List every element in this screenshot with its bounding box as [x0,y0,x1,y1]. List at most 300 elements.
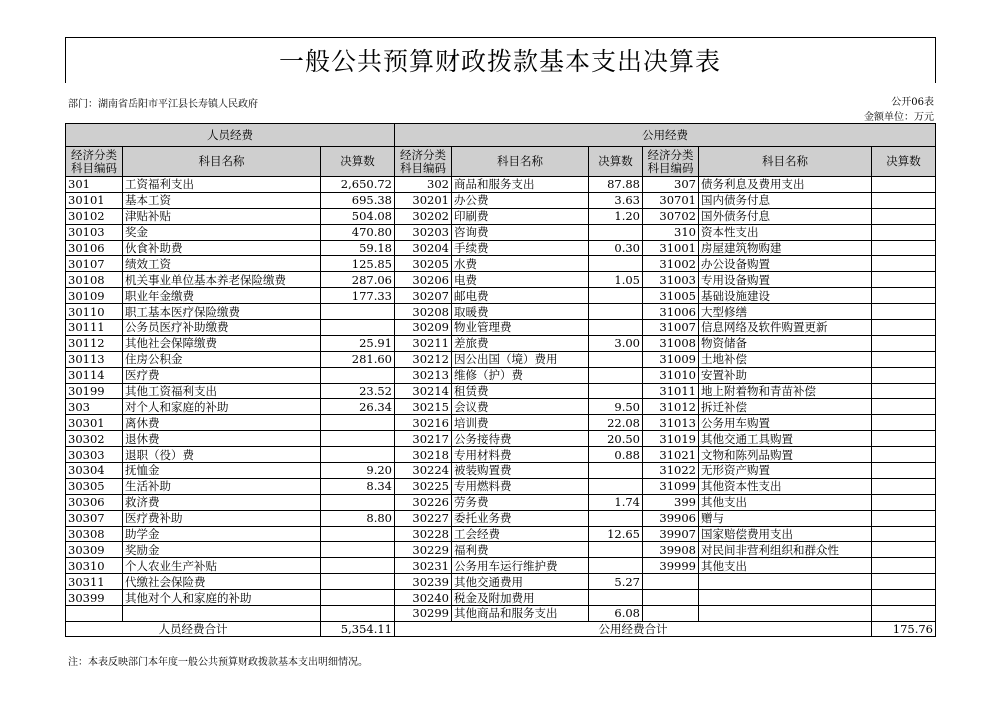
col-amount: 决算数 [589,147,643,177]
econ-code-cell: 30231 [395,558,452,574]
amount-cell [321,574,395,590]
econ-code-cell [66,606,123,622]
subject-cell: 其他交通费用 [452,574,589,590]
subject-cell: 资本性支出 [699,224,872,240]
amount-cell [589,510,643,526]
econ-code-cell: 30111 [66,320,123,336]
subject-cell: 租赁费 [452,383,589,399]
amount-cell [872,208,936,224]
footnote: 注：本表反映部门本年度一般公共预算财政拨款基本支出明细情况。 [68,657,368,668]
table-row [66,240,936,256]
subject-cell: 邮电费 [452,288,589,304]
table-row [66,590,936,606]
table-row [66,383,936,399]
econ-code-cell: 310 [643,224,699,240]
amount-cell: 470.80 [321,224,395,240]
amount-cell [872,494,936,510]
amount-cell [872,415,936,431]
amount-cell [872,288,936,304]
subject-cell: 大型修缮 [699,304,872,320]
amount-cell [321,415,395,431]
econ-code-cell: 39907 [643,526,699,542]
department-label: 部门：湖南省岳阳市平江县长寿镇人民政府 [68,99,258,110]
subject-cell: 其他对个人和家庭的补助 [123,590,321,606]
subject-cell: 委托业务费 [452,510,589,526]
econ-code-cell: 30229 [395,542,452,558]
amount-cell [321,367,395,383]
subject-cell: 住房公积金 [123,351,321,367]
table-row [66,526,936,542]
amount-cell [872,224,936,240]
econ-code-cell [643,606,699,622]
econ-code-cell: 30110 [66,304,123,320]
subject-cell: 其他商品和服务支出 [452,606,589,622]
econ-code-cell: 30701 [643,192,699,208]
econ-code-cell: 30109 [66,288,123,304]
table-row [66,192,936,208]
econ-code-cell: 31001 [643,240,699,256]
econ-code-cell: 30112 [66,335,123,351]
amount-cell: 1.20 [589,208,643,224]
amount-cell: 59.18 [321,240,395,256]
amount-cell [872,240,936,256]
econ-code-cell: 31002 [643,256,699,272]
econ-code-cell: 30399 [66,590,123,606]
subject-cell: 机关事业单位基本养老保险缴费 [123,272,321,288]
table-row [66,177,936,193]
amount-cell: 12.65 [589,526,643,542]
subject-cell: 国家赔偿费用支出 [699,526,872,542]
subject-cell: 办公设备购置 [699,256,872,272]
col-amount: 决算数 [872,147,936,177]
table-row [66,399,936,415]
econ-code-cell [643,590,699,606]
table-row [66,351,936,367]
econ-code-cell: 30218 [395,447,452,463]
subject-cell: 信息网络及软件购置更新 [699,320,872,336]
amount-cell [872,177,936,193]
econ-code-cell: 307 [643,177,699,193]
col-subject: 科目名称 [699,147,872,177]
amount-cell [321,320,395,336]
econ-code-cell: 30217 [395,431,452,447]
amount-cell: 0.30 [589,240,643,256]
amount-cell: 3.00 [589,335,643,351]
amount-cell [589,320,643,336]
amount-cell: 287.06 [321,272,395,288]
amount-cell [589,256,643,272]
amount-cell [872,304,936,320]
amount-cell: 695.38 [321,192,395,208]
subject-cell: 医疗费 [123,367,321,383]
amount-cell [589,351,643,367]
econ-code-cell: 31003 [643,272,699,288]
amount-cell [589,478,643,494]
subject-cell: 生活补助 [123,478,321,494]
amount-cell [589,542,643,558]
econ-code-cell: 30216 [395,415,452,431]
amount-cell [872,447,936,463]
amount-cell: 23.52 [321,383,395,399]
econ-code-cell: 30201 [395,192,452,208]
subject-cell: 手续费 [452,240,589,256]
subject-cell: 取暖费 [452,304,589,320]
subject-cell: 工资福利支出 [123,177,321,193]
amount-cell: 125.85 [321,256,395,272]
subject-cell: 退职（役）费 [123,447,321,463]
econ-code-cell: 31013 [643,415,699,431]
subject-cell: 房屋建筑物购建 [699,240,872,256]
econ-code-cell: 31009 [643,351,699,367]
subject-cell: 国外债务付息 [699,208,872,224]
amount-cell: 20.50 [589,431,643,447]
econ-code-cell: 30224 [395,463,452,479]
econ-code-cell: 30203 [395,224,452,240]
subject-cell: 水费 [452,256,589,272]
econ-code-cell: 399 [643,494,699,510]
econ-code-cell: 30207 [395,288,452,304]
subject-cell: 维修（护）费 [452,367,589,383]
col-econ-code: 经济分类科目编码 [395,147,452,177]
col-econ-code: 经济分类科目编码 [643,147,699,177]
table-row [66,304,936,320]
table-row [66,510,936,526]
subject-cell: 差旅费 [452,335,589,351]
table-row [66,256,936,272]
subject-cell: 专用设备购置 [699,272,872,288]
amount-cell: 1.74 [589,494,643,510]
table-row [66,320,936,336]
form-code: 公开06表 [891,97,934,108]
subject-cell: 其他社会保障缴费 [123,335,321,351]
amount-cell [321,542,395,558]
table-row [66,447,936,463]
totals-row [66,621,936,636]
subject-cell: 安置补助 [699,367,872,383]
amount-cell [321,526,395,542]
subject-cell [699,574,872,590]
table-row [66,558,936,574]
amount-cell: 6.08 [589,606,643,622]
table-row [66,367,936,383]
subject-cell: 伙食补助费 [123,240,321,256]
econ-code-cell: 303 [66,399,123,415]
amount-cell: 2,650.72 [321,177,395,193]
subject-cell: 文物和陈列品购置 [699,447,872,463]
econ-code-cell: 30214 [395,383,452,399]
subject-cell: 拆迁补偿 [699,399,872,415]
econ-code-cell: 30206 [395,272,452,288]
amount-cell [589,224,643,240]
amount-cell [872,351,936,367]
econ-code-cell: 30204 [395,240,452,256]
table-row [66,606,936,622]
table-row [66,288,936,304]
econ-code-cell: 39906 [643,510,699,526]
econ-code-cell: 31006 [643,304,699,320]
subject-cell: 物资储备 [699,335,872,351]
subject-cell: 赠与 [699,510,872,526]
subject-cell: 专用燃料费 [452,478,589,494]
table-row [66,208,936,224]
public-total-label: 公用经费合计 [395,621,872,636]
amount-cell [321,494,395,510]
amount-cell [872,510,936,526]
econ-code-cell: 30299 [395,606,452,622]
econ-code-cell: 30211 [395,335,452,351]
amount-cell: 9.50 [589,399,643,415]
econ-code-cell: 30101 [66,192,123,208]
subject-cell: 培训费 [452,415,589,431]
amount-cell: 9.20 [321,463,395,479]
econ-code-cell: 30307 [66,510,123,526]
econ-code-cell: 30212 [395,351,452,367]
econ-code-cell: 30226 [395,494,452,510]
econ-code-cell: 31019 [643,431,699,447]
subject-cell: 土地补偿 [699,351,872,367]
econ-code-cell: 30301 [66,415,123,431]
table-row [66,478,936,494]
subject-cell: 电费 [452,272,589,288]
subject-cell: 公务员医疗补助缴费 [123,320,321,336]
subject-cell: 退休费 [123,431,321,447]
amount-cell [589,463,643,479]
amount-cell [589,288,643,304]
amount-cell [589,383,643,399]
econ-code-cell: 30225 [395,478,452,494]
subject-cell: 被装购置费 [452,463,589,479]
amount-cell [589,590,643,606]
subject-cell: 医疗费补助 [123,510,321,526]
econ-code-cell: 31011 [643,383,699,399]
subject-cell: 公务接待费 [452,431,589,447]
amount-cell [321,558,395,574]
personnel-header: 人员经费 [66,124,395,147]
subject-cell: 税金及附加费用 [452,590,589,606]
econ-code-cell: 30208 [395,304,452,320]
amount-cell [872,272,936,288]
subject-cell: 基本工资 [123,192,321,208]
amount-cell: 8.80 [321,510,395,526]
econ-code-cell: 39908 [643,542,699,558]
econ-code-cell: 31099 [643,478,699,494]
public-total-value: 175.76 [872,621,936,636]
subject-cell: 救济费 [123,494,321,510]
econ-code-cell: 30240 [395,590,452,606]
subject-cell: 职工基本医疗保险缴费 [123,304,321,320]
subject-cell: 绩效工资 [123,256,321,272]
expenditure-table [65,123,936,637]
amount-cell: 25.91 [321,335,395,351]
amount-cell [872,335,936,351]
amount-cell [872,320,936,336]
econ-code-cell: 30209 [395,320,452,336]
subject-cell: 其他支出 [699,494,872,510]
subject-cell: 其他支出 [699,558,872,574]
subject-cell: 代缴社会保险费 [123,574,321,590]
personnel-total-value: 5,354.11 [321,621,395,636]
col-subject: 科目名称 [123,147,321,177]
subject-cell: 无形资产购置 [699,463,872,479]
column-header-row [66,147,936,177]
subject-cell: 专用材料费 [452,447,589,463]
econ-code-cell: 30215 [395,399,452,415]
econ-code-cell: 30309 [66,542,123,558]
table-row [66,494,936,510]
econ-code-cell: 30102 [66,208,123,224]
econ-code-cell: 30114 [66,367,123,383]
econ-code-cell: 30310 [66,558,123,574]
amount-cell [872,367,936,383]
econ-code-cell: 30305 [66,478,123,494]
econ-code-cell: 30227 [395,510,452,526]
subject-cell: 助学金 [123,526,321,542]
subject-cell: 物业管理费 [452,320,589,336]
econ-code-cell: 39999 [643,558,699,574]
amount-cell: 26.34 [321,399,395,415]
amount-cell [872,574,936,590]
amount-cell [321,431,395,447]
econ-code-cell: 30213 [395,367,452,383]
amount-cell [872,256,936,272]
subject-cell: 印刷费 [452,208,589,224]
amount-cell [589,304,643,320]
econ-code-cell: 30308 [66,526,123,542]
econ-code-cell: 31005 [643,288,699,304]
subject-cell: 地上附着物和青苗补偿 [699,383,872,399]
public-header: 公用经费 [395,124,936,147]
econ-code-cell: 30107 [66,256,123,272]
page-title: 一般公共预算财政拨款基本支出决算表 [278,47,721,76]
subject-cell: 国内债务付息 [699,192,872,208]
amount-cell [321,447,395,463]
econ-code-cell [643,574,699,590]
table-row [66,335,936,351]
table-row [66,463,936,479]
subject-cell [123,606,321,622]
amount-cell: 177.33 [321,288,395,304]
econ-code-cell: 30228 [395,526,452,542]
econ-code-cell: 31008 [643,335,699,351]
econ-code-cell: 30304 [66,463,123,479]
amount-cell [872,399,936,415]
col-subject: 科目名称 [452,147,589,177]
econ-code-cell: 31012 [643,399,699,415]
econ-code-cell: 301 [66,177,123,193]
amount-cell [872,192,936,208]
subject-cell [699,606,872,622]
amount-cell: 22.08 [589,415,643,431]
personnel-total-label: 人员经费合计 [66,621,321,636]
amount-cell [321,590,395,606]
unit-label: 金额单位：万元 [864,112,934,123]
amount-cell [321,304,395,320]
amount-cell [589,558,643,574]
econ-code-cell: 30199 [66,383,123,399]
subject-cell: 商品和服务支出 [452,177,589,193]
subject-cell: 奖金 [123,224,321,240]
econ-code-cell: 30303 [66,447,123,463]
econ-code-cell: 30103 [66,224,123,240]
table-row [66,431,936,447]
subject-cell: 债务利息及费用支出 [699,177,872,193]
econ-code-cell: 30302 [66,431,123,447]
amount-cell: 87.88 [589,177,643,193]
subject-cell: 其他工资福利支出 [123,383,321,399]
amount-cell: 281.60 [321,351,395,367]
subject-cell: 其他交通工具购置 [699,431,872,447]
subject-cell: 职业年金缴费 [123,288,321,304]
econ-code-cell: 30205 [395,256,452,272]
subject-cell: 离休费 [123,415,321,431]
col-amount: 决算数 [321,147,395,177]
subject-cell [699,590,872,606]
amount-cell [872,478,936,494]
amount-cell: 5.27 [589,574,643,590]
subject-cell: 对个人和家庭的补助 [123,399,321,415]
amount-cell [872,558,936,574]
subject-cell: 咨询费 [452,224,589,240]
table-row [66,272,936,288]
econ-code-cell: 30306 [66,494,123,510]
table-row [66,542,936,558]
econ-code-cell: 30702 [643,208,699,224]
amount-cell [872,463,936,479]
table-row [66,224,936,240]
econ-code-cell: 302 [395,177,452,193]
col-econ-code: 经济分类科目编码 [66,147,123,177]
econ-code-cell: 31021 [643,447,699,463]
subject-cell: 福利费 [452,542,589,558]
econ-code-cell: 30239 [395,574,452,590]
econ-code-cell: 30108 [66,272,123,288]
econ-code-cell: 30113 [66,351,123,367]
subject-cell: 抚恤金 [123,463,321,479]
subject-cell: 因公出国（境）费用 [452,351,589,367]
amount-cell [872,606,936,622]
subject-cell: 其他资本性支出 [699,478,872,494]
econ-code-cell: 31007 [643,320,699,336]
table-row [66,574,936,590]
subject-cell: 奖励金 [123,542,321,558]
amount-cell [872,431,936,447]
amount-cell: 8.34 [321,478,395,494]
econ-code-cell: 30311 [66,574,123,590]
subject-cell: 会议费 [452,399,589,415]
subject-cell: 对民间非营利组织和群众性 [699,542,872,558]
amount-cell [321,606,395,622]
amount-cell [872,526,936,542]
amount-cell: 3.63 [589,192,643,208]
amount-cell [872,383,936,399]
subject-cell: 公务用车运行维护费 [452,558,589,574]
table-row [66,415,936,431]
econ-code-cell: 30106 [66,240,123,256]
subject-cell: 基础设施建设 [699,288,872,304]
econ-code-cell: 31022 [643,463,699,479]
amount-cell: 0.88 [589,447,643,463]
subject-cell: 津贴补贴 [123,208,321,224]
subject-cell: 个人农业生产补贴 [123,558,321,574]
amount-cell [589,367,643,383]
subject-cell: 工会经费 [452,526,589,542]
subject-cell: 办公费 [452,192,589,208]
amount-cell: 504.08 [321,208,395,224]
subject-cell: 公务用车购置 [699,415,872,431]
amount-cell [872,590,936,606]
amount-cell: 1.05 [589,272,643,288]
econ-code-cell: 31010 [643,367,699,383]
